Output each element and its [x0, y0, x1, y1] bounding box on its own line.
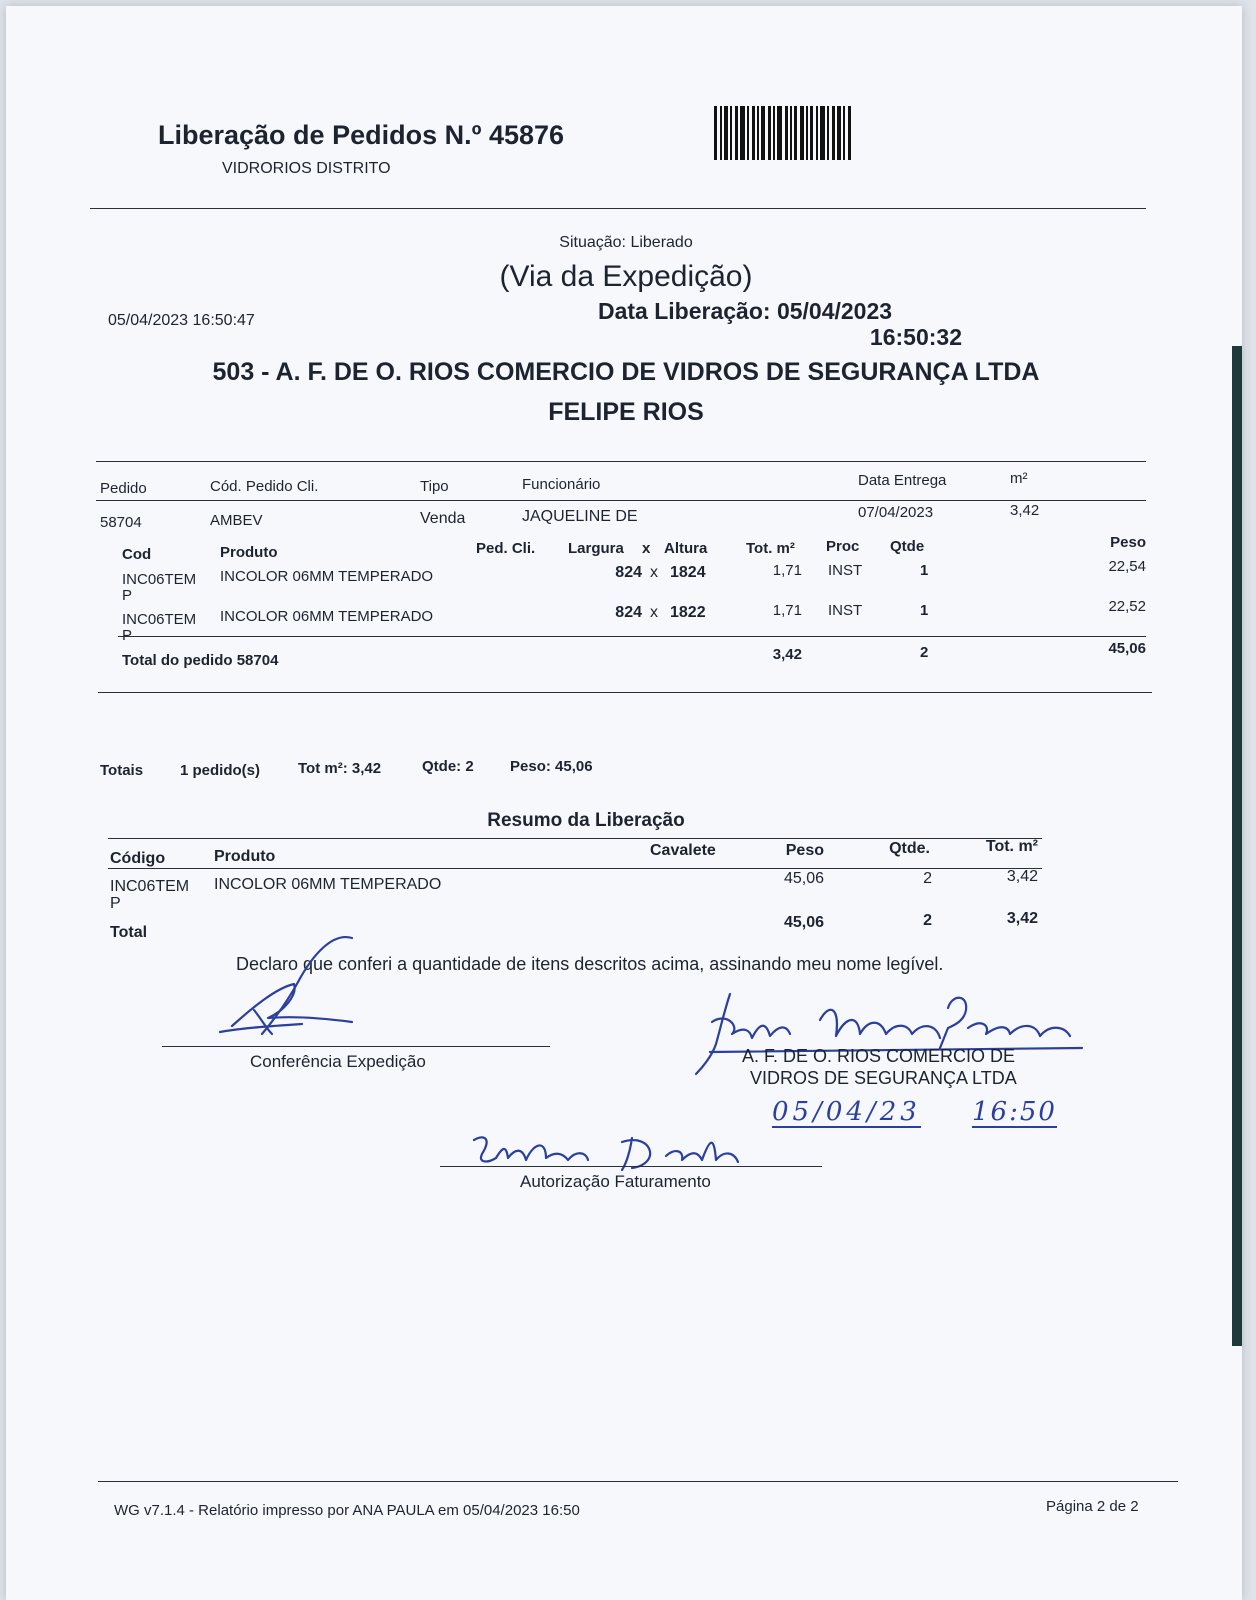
item-col-cod: Cod: [122, 546, 152, 563]
barcode-bar: [747, 106, 749, 160]
summary-header-divider: [108, 868, 1042, 869]
item-peso: 22,52: [1108, 598, 1146, 615]
col-data-entrega: Data Entrega: [858, 472, 947, 489]
item-col-largura: Largura: [568, 540, 624, 557]
document-title: Liberação de Pedidos N.º 45876: [158, 120, 565, 150]
item-cod-line1: INC06TEM: [122, 571, 197, 588]
barcode-bar: [848, 106, 851, 160]
item-qtde: 1: [920, 602, 929, 619]
barcode-bar: [785, 106, 788, 160]
order-total-peso: 45,06: [1108, 640, 1146, 657]
summary-title: Resumo da Liberação: [487, 810, 685, 831]
autorizacao-signature-line: [440, 1166, 822, 1167]
order-total-m2: 3,42: [772, 646, 802, 663]
barcode-bar: [800, 106, 804, 160]
barcode-bar: [735, 106, 738, 160]
item-col-qtde: Qtde: [890, 538, 925, 555]
barcode-bar: [740, 106, 745, 160]
barcode-bar: [820, 106, 825, 160]
document-page: [6, 6, 1242, 1600]
col-pedido: Pedido: [100, 480, 147, 497]
items-divider: [118, 636, 1146, 637]
conferencia-signature-icon: [202, 926, 382, 1046]
summary-col-codigo: Código: [110, 850, 166, 867]
order-header-divider: [96, 500, 1146, 501]
barcode-bar: [827, 106, 829, 160]
item-largura: 824: [615, 564, 642, 581]
barcode-bar: [794, 106, 797, 160]
barcode-bar: [720, 106, 722, 160]
client-name: 503 - A. F. DE O. RIOS COMERCIO DE VIDROS DE SEGURANÇA LTDA: [212, 358, 1040, 386]
footer-report-info: WG v7.1.4 - Relatório impresso por ANA PAULA em 05/04/2023 16:50: [114, 1502, 580, 1519]
item-produto: INCOLOR 06MM TEMPERADO: [220, 608, 434, 625]
header-divider: [90, 208, 1146, 209]
summary-col-cavalete: Cavalete: [650, 842, 716, 859]
release-date: Data Liberação: 05/04/2023: [598, 298, 893, 324]
totals-peso: Peso: 45,06: [510, 758, 593, 775]
summary-total-tot-m2: 3,42: [1006, 910, 1038, 927]
handwritten-date: 05/04/23: [772, 1097, 921, 1127]
barcode-bar: [724, 106, 728, 160]
item-produto: INCOLOR 06MM TEMPERADO: [220, 568, 434, 585]
barcode-bar: [832, 106, 835, 160]
item-qtde: 1: [920, 562, 929, 579]
item-peso: 22,54: [1108, 558, 1146, 575]
conferencia-label: Conferência Expedição: [250, 1052, 426, 1071]
copy-label: (Via da Expedição): [499, 260, 753, 293]
col-tipo: Tipo: [420, 478, 449, 495]
item-largura: 824: [615, 604, 642, 621]
item-tot-m2: 1,71: [772, 562, 802, 579]
summary-codigo-line2: P: [110, 895, 121, 912]
item-x: x: [650, 604, 658, 621]
totals-label: Totais: [100, 762, 144, 779]
item-col-peso: Peso: [1110, 534, 1146, 551]
barcode-bar: [761, 106, 765, 160]
footer-page-number: Página 2 de 2: [1046, 1498, 1139, 1515]
barcode-bar: [714, 106, 717, 160]
item-col-proc: Proc: [826, 538, 860, 555]
totals-m2: Tot m²: 3,42: [298, 760, 382, 777]
company-line-2: VIDROS DE SEGURANÇA LTDA: [750, 1068, 1017, 1088]
val-cod-pedido: AMBEV: [210, 512, 263, 529]
col-funcionario: Funcionário: [522, 476, 601, 493]
autorizacao-signature-icon: [462, 1128, 762, 1178]
printed-datetime: 05/04/2023 16:50:47: [108, 312, 255, 329]
declaration-text: Declaro que conferi a quantidade de itens descritos acima, assinando meu nome legível.: [236, 954, 944, 974]
barcode-bar: [810, 106, 813, 160]
autorizacao-label: Autorização Faturamento: [520, 1172, 711, 1191]
client-signature-icon: [690, 982, 1110, 1082]
summary-qtde: 2: [923, 870, 932, 887]
barcode-bar: [806, 106, 808, 160]
item-proc: INST: [828, 602, 863, 619]
summary-peso: 45,06: [783, 870, 824, 887]
company-subtitle: VIDRORIOS DISTRITO: [222, 160, 391, 177]
summary-total-label: Total: [110, 924, 148, 941]
col-m2: m²: [1010, 470, 1028, 487]
conferencia-signature-line: [162, 1046, 550, 1047]
item-cod: [122, 612, 196, 644]
client-contact: FELIPE RIOS: [548, 398, 704, 426]
barcode-bar: [730, 106, 732, 160]
val-pedido: 58704: [100, 514, 142, 531]
order-total-qtde: 2: [920, 644, 929, 661]
barcode-bar: [757, 106, 759, 160]
item-col-altura: Altura: [664, 540, 708, 557]
status-text: Situação: Liberado: [559, 234, 693, 251]
barcode-bar: [843, 106, 845, 160]
handwritten-time: 16:50: [972, 1097, 1057, 1127]
item-cod: [122, 572, 196, 604]
item-altura: 1822: [670, 604, 706, 621]
summary-top-divider: [108, 838, 1042, 839]
item-col-produto: Produto: [220, 544, 278, 561]
barcode-bar: [790, 106, 792, 160]
item-col-ped-cli: Ped. Cli.: [476, 540, 536, 557]
barcode-bar: [777, 106, 782, 160]
order-bottom-divider: [98, 692, 1152, 693]
summary-col-qtde: Qtde.: [889, 840, 930, 857]
item-x: x: [650, 564, 658, 581]
item-cod-line2: P: [122, 627, 133, 644]
summary-codigo: [110, 878, 189, 912]
barcode-bar: [752, 106, 755, 160]
item-tot-m2: 1,71: [772, 602, 802, 619]
totals-pedidos: 1 pedido(s): [180, 762, 261, 779]
company-line-1: A. F. DE O. RIOS COMERCIO DE: [742, 1046, 1016, 1066]
totals-qtde: Qtde: 2: [422, 758, 474, 775]
val-tipo: Venda: [420, 510, 466, 527]
item-altura: 1824: [670, 564, 706, 581]
background-edge: [1232, 346, 1242, 1346]
summary-col-produto: Produto: [214, 848, 276, 865]
barcode-bar: [837, 106, 841, 160]
item-cod-line2: P: [122, 587, 133, 604]
summary-produto: INCOLOR 06MM TEMPERADO: [214, 876, 442, 893]
summary-codigo-line1: INC06TEM: [110, 878, 190, 895]
barcode-bar: [816, 106, 818, 160]
item-col-tot-m2: Tot. m²: [746, 540, 795, 557]
summary-tot-m2: 3,42: [1006, 868, 1038, 885]
summary-total-qtde: 2: [923, 912, 932, 929]
item-col-x: x: [642, 540, 651, 557]
release-time: 16:50:32: [869, 324, 962, 350]
barcode-bar: [773, 106, 775, 160]
val-data-entrega: 07/04/2023: [858, 504, 934, 521]
val-funcionario: JAQUELINE DE: [522, 508, 638, 525]
col-cod-pedido: Cód. Pedido Cli.: [210, 478, 319, 495]
summary-col-peso: Peso: [785, 842, 824, 859]
order-total-label: Total do pedido 58704: [122, 652, 279, 669]
barcode-bar: [768, 106, 771, 160]
val-m2: 3,42: [1010, 502, 1040, 519]
footer-divider: [98, 1481, 1178, 1482]
barcode-icon: [714, 106, 900, 160]
order-top-divider: [96, 461, 1146, 462]
item-cod-line1: INC06TEM: [122, 611, 197, 628]
summary-col-tot-m2: Tot. m²: [985, 838, 1038, 855]
summary-total-peso: 45,06: [783, 914, 824, 931]
item-proc: INST: [828, 562, 863, 579]
